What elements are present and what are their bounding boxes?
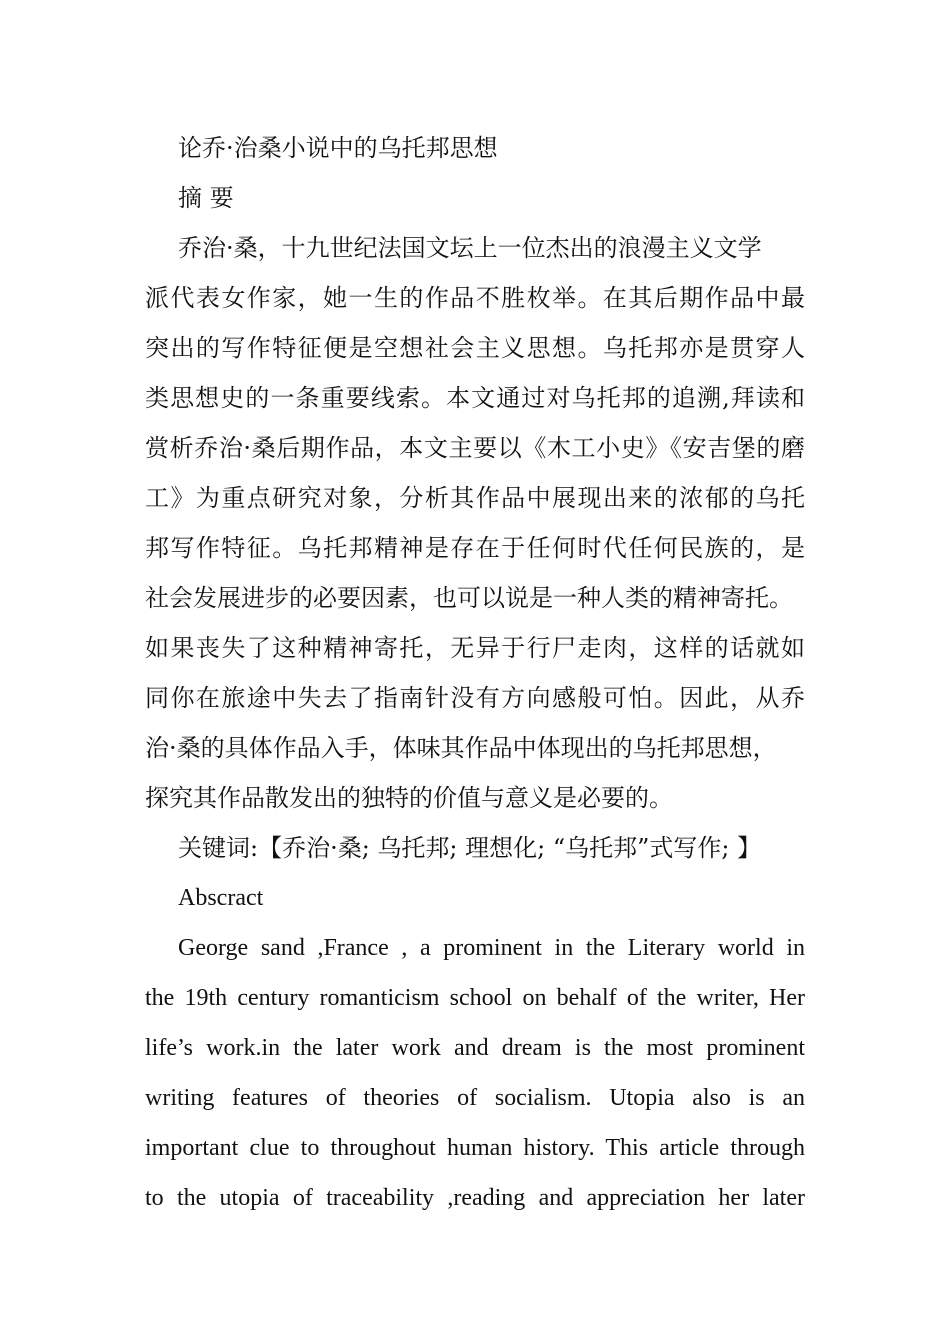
keywords-line: 关键词:【乔治·桑; 乌托邦; 理想化; “乌托邦”式写作; 】 [178, 834, 762, 862]
abstract-cn-line: 工》为重点研究对象，分析其作品中展现出来的浓郁的乌托 [145, 484, 805, 512]
abstract-en-line: to the utopia of traceability ,reading and appreciation her later [145, 1185, 805, 1211]
abstract-cn-line: 如果丧失了这种精神寄托，无异于行尸走肉，这样的话就如 [145, 634, 805, 662]
abstract-cn-line: 赏析乔治·桑后期作品，本文主要以《木工小史》《安吉堡的磨 [145, 434, 805, 462]
abstract-cn-line: 社会发展进步的必要因素，也可以说是一种人类的精神寄托。 [145, 584, 793, 612]
abstract-heading: 摘 要 [178, 184, 234, 212]
abstract-en-line: life’s work.in the later work and dream is the most prominent [145, 1035, 805, 1061]
abstract-en-line: writing features of theories of socialism. Utopia also is an [145, 1085, 805, 1111]
abstract-en-line: the 19th century romanticism school on behalf of the writer, Her [145, 985, 805, 1011]
abstract-cn-line: 类思想史的一条重要线索。本文通过对乌托邦的追溯,拜读和 [145, 384, 805, 412]
abstract-cn-line: 乔治·桑，十九世纪法国文坛上一位杰出的浪漫主义文学 [178, 234, 762, 262]
abstract-cn-line: 突出的写作特征便是空想社会主义思想。乌托邦亦是贯穿人 [145, 334, 805, 362]
abstract-cn-line: 派代表女作家，她一生的作品不胜枚举。在其后期作品中最 [145, 284, 805, 312]
abstract-cn-line: 同你在旅途中失去了指南针没有方向感般可怕。因此，从乔 [145, 684, 805, 712]
abstract-en-heading: Abscract [178, 885, 264, 911]
abstract-cn-line: 邦写作特征。乌托邦精神是存在于任何时代任何民族的，是 [145, 534, 805, 562]
abstract-cn-line: 探究其作品散发出的独特的价值与意义是必要的。 [145, 784, 673, 812]
abstract-en-line: George sand ,France , a prominent in the Literary world in [178, 935, 805, 961]
abstract-cn-line: 治·桑的具体作品入手，体味其作品中体现出的乌托邦思想， [145, 734, 777, 762]
abstract-en-line: important clue to throughout human history. This article through [145, 1135, 805, 1161]
document-title: 论乔·治桑小说中的乌托邦思想 [178, 134, 498, 162]
